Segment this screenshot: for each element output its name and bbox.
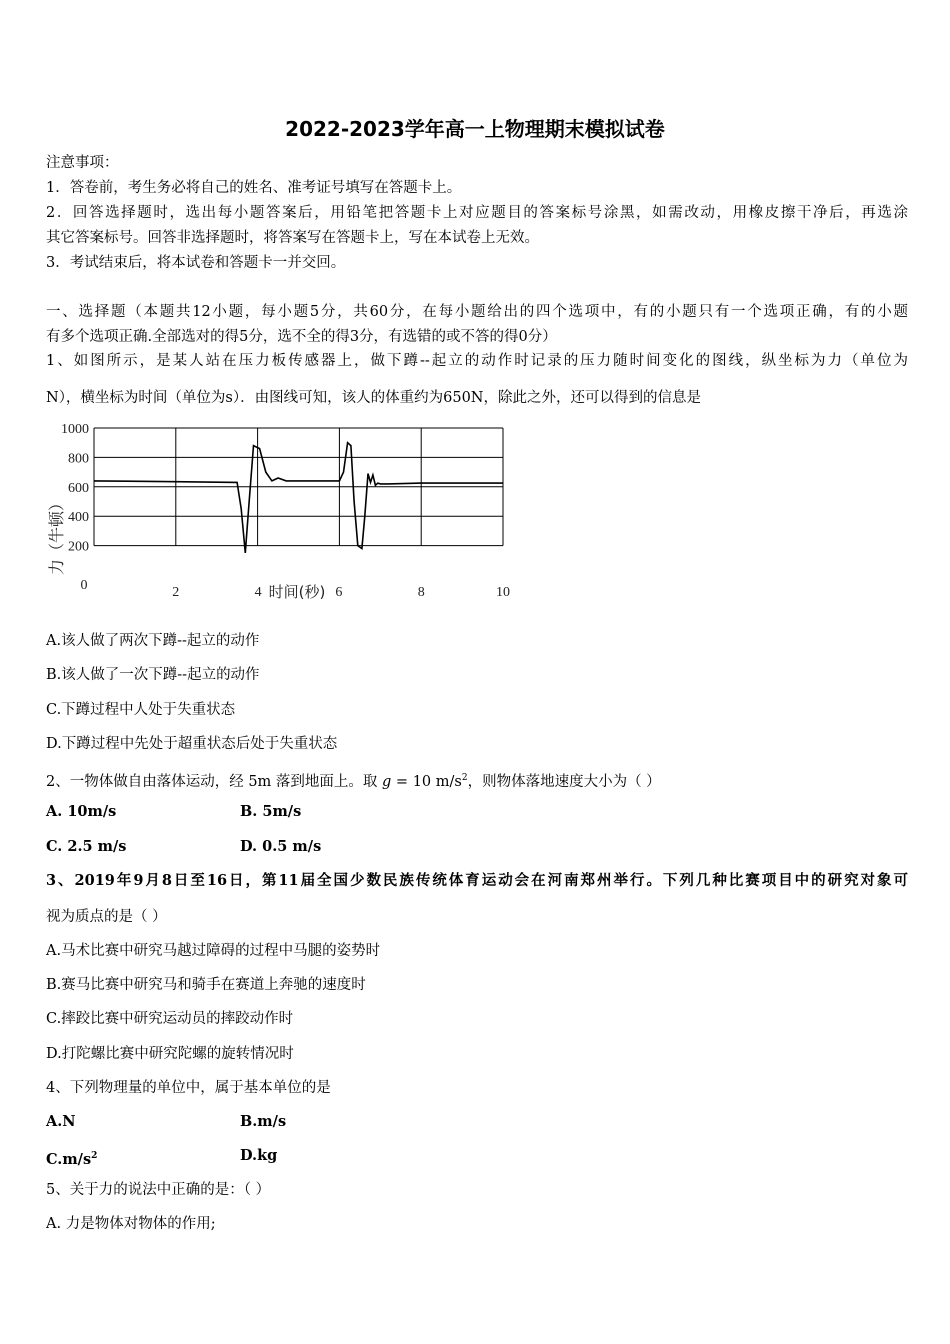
notice-item-3: 3．考试结束后，将本试卷和答题卡一并交回。 — [46, 255, 346, 271]
q3-stem-line2: 视为质点的是（ ） — [46, 909, 167, 925]
notice-item-2a: 2．回答选择题时，选出每小题答案后，用铅笔把答题卡上对应题目的答案标号涂黑，如需改动，用橡皮擦干净后，再选涂 — [46, 205, 908, 221]
x-tick-label-10: 10 — [496, 585, 510, 600]
section-heading-line2: 有多个选项正确.全部选对的得5分，选不全的得3分，有选错的或不答的得0分） — [46, 329, 557, 345]
page-title: 2022-2023学年高一上物理期末模拟试卷 — [285, 117, 665, 141]
y-tick-label-800: 800 — [68, 451, 89, 467]
q1-option-a: A.该人做了两次下蹲--起立的动作 — [46, 633, 260, 649]
q3-option-c: C.摔跤比赛中研究运动员的摔跤动作时 — [46, 1011, 294, 1027]
notice-item-2b: 其它答案标号。回答非选择题时，将答案写在答题卡上，写在本试卷上无效。 — [46, 230, 539, 246]
x-tick-label-8: 8 — [417, 585, 425, 600]
q2-option-c: C. 2.5 m/s — [46, 838, 127, 855]
q1-stem-line2: N），横坐标为时间（单位为s）．由图线可知，该人的体重约为650N，除此之外，还可以得到的信息是 — [46, 390, 701, 406]
q2-stem-b: = 10 m/s — [391, 773, 462, 790]
x-tick-label-4: 4 — [254, 585, 262, 600]
q2-stem-c: ，则物体落地速度大小为（ ） — [467, 773, 661, 790]
y-tick-label-400: 400 — [68, 510, 89, 526]
force-time-chart — [40, 418, 520, 608]
q3-option-b: B.赛马比赛中研究马和骑手在赛道上奔驰的速度时 — [46, 977, 366, 993]
q3-option-a: A.马术比赛中研究马越过障碍的过程中马腿的姿势时 — [46, 943, 381, 959]
q2-option-a: A. 10m/s — [46, 803, 117, 820]
section-heading-line1: 一、选择题（本题共12小题，每小题5分，共60分，在每小题给出的四个选项中，有的小题只有一个选项正确，有的小题 — [46, 304, 908, 320]
q1-option-c: C.下蹲过程中人处于失重状态 — [46, 702, 236, 718]
q4-option-b: B.m/s — [240, 1113, 287, 1130]
notice-heading: 注意事项： — [46, 155, 119, 171]
chart-x-label: 时间(秒) — [268, 583, 326, 601]
x-tick-label-0: 0 — [80, 578, 88, 593]
q5-option-a: A. 力是物体对物体的作用; — [46, 1216, 216, 1232]
notice-item-1: 1．答卷前，考生务必将自己的姓名、准考证号填写在答题卡上。 — [46, 180, 462, 196]
q3-option-d: D.打陀螺比赛中研究陀螺的旋转情况时 — [46, 1046, 294, 1062]
q3-stem-line1: 3、2019年9月8日至16日，第11届全国少数民族传统体育运动会在河南郑州举行。下列几种比赛项目中的研究对象可 — [46, 872, 908, 889]
q4-option-c-text: C.m/s — [46, 1150, 92, 1168]
y-tick-label-1000: 1000 — [61, 422, 89, 437]
q5-stem: 5、关于力的说法中正确的是：（ ） — [46, 1182, 271, 1198]
q4-stem: 4、下列物理量的单位中，属于基本单位的是 — [46, 1080, 331, 1096]
q2-option-d: D. 0.5 m/s — [240, 838, 322, 855]
chart-grid — [94, 428, 503, 546]
x-tick-label-2: 2 — [172, 585, 180, 600]
q1-option-b: B.该人做了一次下蹲--起立的动作 — [46, 667, 260, 683]
y-tick-label-600: 600 — [68, 480, 89, 496]
q1-option-d: D.下蹲过程中先处于超重状态后处于失重状态 — [46, 736, 338, 752]
y-tick-label-200: 200 — [68, 539, 89, 555]
q1-stem-line1: 1、如图所示，是某人站在压力板传感器上，做下蹲--起立的动作时记录的压力随时间变化的图线，纵坐标为力（单位为 — [46, 353, 908, 369]
q2-stem — [46, 767, 661, 793]
q4-option-a: A.N — [46, 1113, 76, 1130]
q4-option-d: D.kg — [240, 1147, 278, 1164]
q2-stem-a: 2、一物体做自由落体运动，经 5m 落到地面上。取 — [46, 773, 383, 790]
q2-option-b: B. 5m/s — [240, 803, 302, 820]
q4-option-c-sup: 2 — [91, 1151, 98, 1161]
q2-stem-sup: 2 — [461, 773, 468, 783]
chart-series-line — [94, 443, 503, 553]
q4-option-c — [46, 1145, 97, 1171]
x-tick-label-6: 6 — [335, 585, 343, 600]
q2-stem-g: g — [382, 773, 392, 790]
chart-y-label: 力（牛顿） — [47, 494, 66, 576]
